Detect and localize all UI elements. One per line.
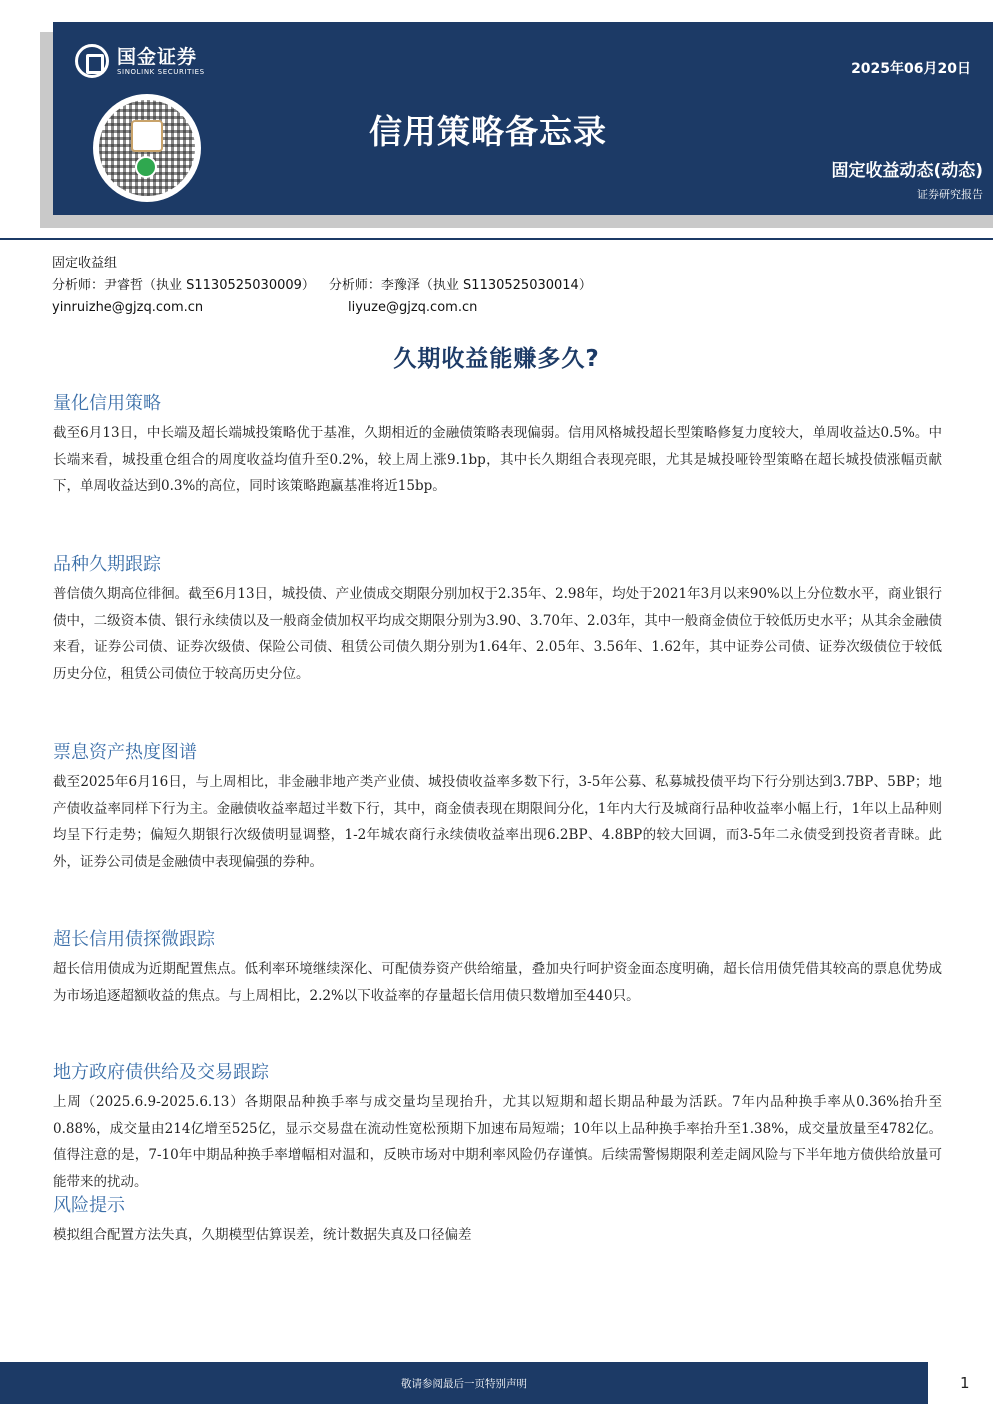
analyst-2-email: liyuze@gjzq.com.cn [348,300,478,315]
report-type: 固定收益动态(动态) [831,161,983,181]
logo-name-cn: 国金证券 [117,45,198,68]
analyst-1: 分析师：尹睿哲（执业 S1130525030009） [52,278,315,293]
report-subtype: 证券研究报告 [917,188,983,201]
section-local-gov-bond [53,1061,942,1195]
section-body: 模拟组合配置方法失真，久期模型估算误差，统计数据失真及口径偏差 [53,1227,472,1243]
page-number: 1 [960,1374,970,1392]
section-heading: 风险提示 [53,1195,125,1216]
analyst-1-email: yinruizhe@gjzq.com.cn [52,300,204,315]
analyst-group: 固定收益组 [52,256,118,271]
analyst-2: 分析师：李豫泽（执业 S1130525030014） [328,278,592,293]
report-title: 信用策略备忘录 [369,112,607,151]
section-coupon-heatmap [53,741,942,875]
section-risk-warning [53,1194,942,1249]
article-title: 久期收益能赚多久? [393,346,600,372]
section-body: 普信债久期高位徘徊。截至6月13日，城投债、产业债成交期限分别加权于2.35年、2.98年，均处于2021年3月以来90%以上分位数水平，商业银行债中，二级资本债、银行永续债以及一般商金债加权平均成交期限分别为3.90、3.70年、2.03年，其中一般商金债位于较低历史水平；从其余金融债来看，证券公司债、证券次级债、保险公司债、租赁公司债久期分别为1.64年、2.05年、3.56年、1.62年，其中证券公司债、证券次级债位于较低历史分位，租赁公司债位于较高历史分位。 [53,586,942,682]
header-banner [53,22,993,215]
header-divider [0,238,993,240]
section-heading: 超长信用债探微跟踪 [53,929,215,950]
section-quant-credit-strategy [53,392,942,500]
section-body: 超长信用债成为近期配置焦点。低利率环境继续深化、可配债券资产供给缩量，叠加央行呵护资金面态度明确，超长信用债凭借其较高的票息优势成为市场追逐超额收益的焦点。与上周相比，2.2%以下收益率的存量超长信用债只数增加至440只。 [53,961,942,1004]
logo-name-en: SINOLINK SECURITIES [117,67,205,76]
section-ultra-long-credit [53,928,942,1009]
section-body: 上周（2025.6.9-2025.6.13）各期限品种换手率与成交量均呈现抬升，尤其以短期和超长期品种最为活跃。7年内品种换手率从0.36%抬升至0.88%，成交量由214亿增至525亿，显示交易盘在流动性宽松预期下加速布局短端；10年以上品种换手率抬升至1.38%，成交量放量至4782亿。值得注意的是，7-10年中期品种换手率增幅相对温和，反映市场对中期利率风险仍存谨慎。后续需警惕期限利差走阔风险与下半年地方债供给放量可能带来的扰动。 [53,1094,942,1190]
section-heading: 地方政府债供给及交易跟踪 [53,1062,269,1083]
logo-icon [75,44,109,78]
section-heading: 量化信用策略 [53,393,161,414]
section-body: 截至6月13日，中长端及超长端城投策略优于基准，久期相近的金融债策略表现偏弱。信用风格城投超长型策略修复力度较大，单周收益达0.5%。中长端来看，城投重仓组合的周度收益均值升至0.2%，较上周上涨9.1bp，其中长久期组合表现亮眼，尤其是城投哑铃型策略在超长城投债涨幅贡献下，单周收益达到0.3%的高位，同时该策略跑赢基准将近15bp。 [53,425,942,494]
footer-disclaimer: 敬请参阅最后一页特别声明 [401,1378,527,1390]
section-heading: 品种久期跟踪 [53,554,161,575]
report-date: 2025年06月20日 [851,61,971,77]
qr-code-icon [93,94,201,202]
analyst-info [52,253,592,319]
company-logo [75,44,205,78]
section-body: 截至2025年6月16日，与上周相比，非金融非地产类产业债、城投债收益率多数下行，3-5年公募、私募城投债平均下行分别达到3.7BP、5BP；地产债收益率同样下行为主。金融债收益率超过半数下行，其中，商金债表现在期限间分化，1年内大行及城商行品种收益率小幅上行，1年以上品种则均呈下行走势；偏短久期银行次级债明显调整，1-2年城农商行永续债收益率出现6.2BP、4.8BP的较大回调，而3-5年二永债受到投资者青睐。此外，证券公司债是金融债中表现偏强的券种。 [53,774,942,870]
section-heading: 票息资产热度图谱 [53,742,197,763]
section-duration-tracking [53,553,942,687]
